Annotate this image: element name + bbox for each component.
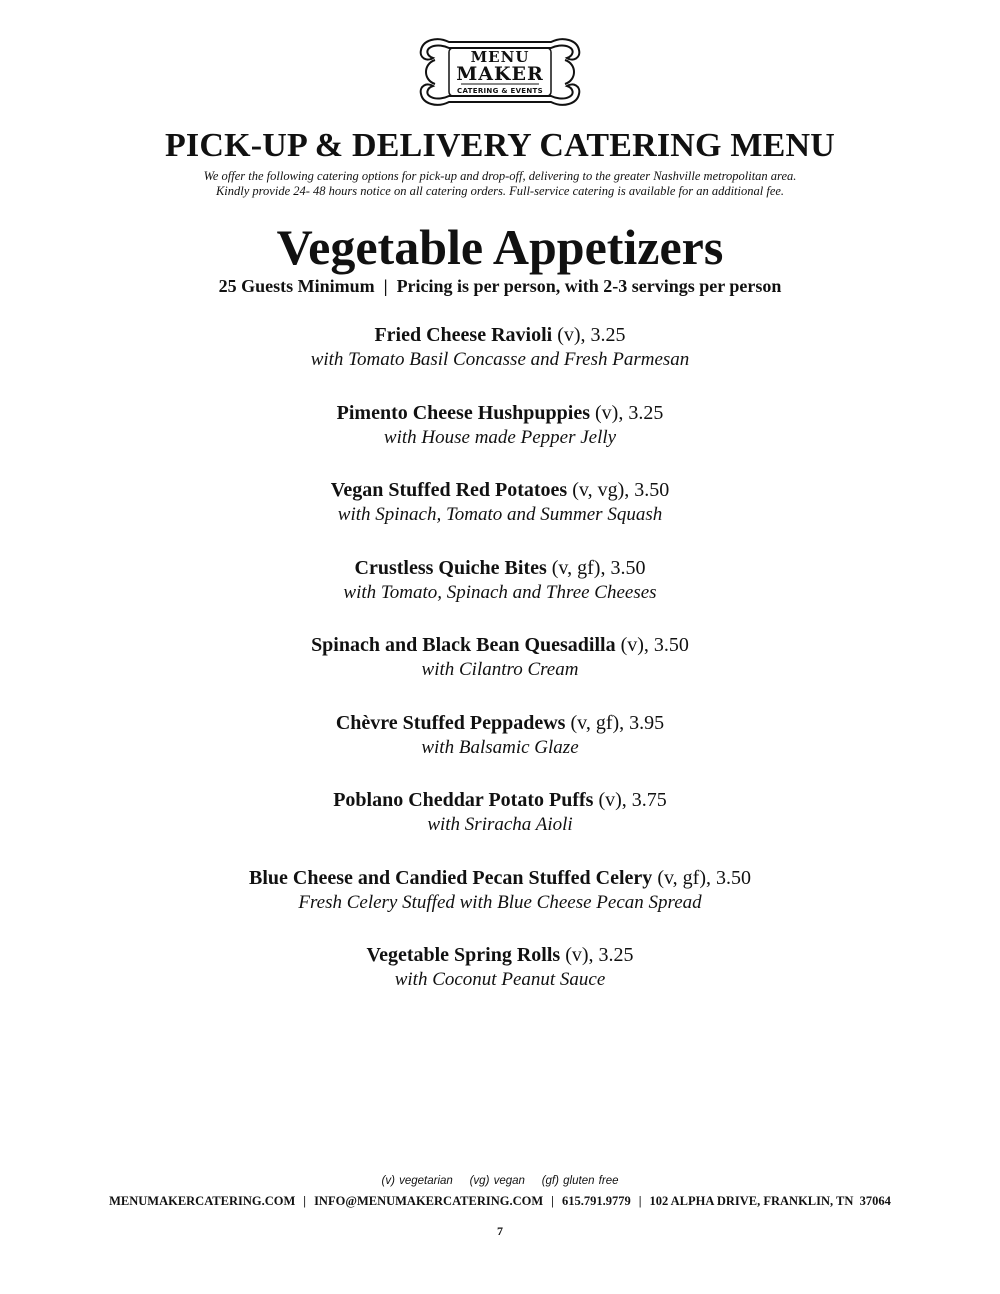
- intro-text: [0, 169, 1000, 199]
- item-tags-price: (v), 3.25: [552, 324, 626, 346]
- footer-website: MENUMAKERCATERING.COM: [109, 1194, 296, 1208]
- menu-item: [0, 942, 1000, 1020]
- section-subtitle: 25 Guests Minimum | Pricing is per person, with 2-3 servings per person: [218, 276, 782, 296]
- item-name: Crustless Quiche Bites: [354, 556, 547, 579]
- menu-item: [0, 400, 1000, 478]
- footer-address: 102 ALPHA DRIVE, FRANKLIN, TN 37064: [649, 1194, 891, 1208]
- item-description: with House made Pepper Jelly: [383, 426, 617, 448]
- item-name: Blue Cheese and Candied Pecan Stuffed Celery: [248, 866, 653, 889]
- item-name: Pimento Cheese Hushpuppies: [336, 401, 591, 424]
- dietary-legend: (v) vegetarian (vg) vegan (gf) gluten free: [381, 1175, 619, 1187]
- menu-item: [0, 477, 1000, 555]
- item-description: with Tomato, Spinach and Three Cheeses: [343, 581, 657, 603]
- section-title: Vegetable Appetizers: [276, 219, 724, 275]
- footer-phone: 615.791.9779: [561, 1194, 631, 1208]
- logo-line-3: CATERING & EVENTS: [457, 87, 543, 95]
- item-description: with Balsamic Glaze: [421, 736, 579, 758]
- footer-separator: |: [638, 1194, 642, 1208]
- item-tags-price: (v), 3.50: [615, 634, 689, 656]
- item-tags-price: (v, gf), 3.50: [652, 866, 751, 889]
- menu-item: [0, 555, 1000, 633]
- item-description: with Spinach, Tomato and Summer Squash: [337, 504, 663, 525]
- footer-separator: |: [303, 1194, 307, 1208]
- item-name: Chèvre Stuffed Peppadews: [335, 711, 566, 734]
- menu-item: [0, 322, 1000, 400]
- item-description: with Tomato Basil Concasse and Fresh Parmesan: [310, 349, 690, 370]
- item-name: Spinach and Black Bean Quesadilla: [311, 634, 616, 656]
- page-title: PICK-UP & DELIVERY CATERING MENU: [164, 127, 836, 164]
- item-description: with Cilantro Cream: [421, 659, 579, 680]
- logo-line-1: MENU: [470, 48, 530, 66]
- menu-list: [0, 322, 1000, 1020]
- contact-footer: [0, 1193, 1000, 1209]
- menu-item: [0, 710, 1000, 788]
- item-tags-price: (v), 3.25: [560, 944, 634, 966]
- page-number: 7: [497, 1224, 503, 1238]
- item-name: Vegetable Spring Rolls: [366, 944, 561, 966]
- item-tags-price: (v), 3.25: [590, 401, 664, 424]
- intro-line-1: We offer the following catering options for pick-up and drop-off, delivering to the greater Nashville metropolitan area.: [203, 169, 797, 183]
- item-description: with Sriracha Aioli: [427, 814, 573, 835]
- item-name: Fried Cheese Ravioli: [374, 324, 553, 346]
- footer-separator: |: [551, 1194, 554, 1208]
- menu-item: [0, 787, 1000, 865]
- menu-item: [0, 632, 1000, 710]
- item-tags-price: (v, vg), 3.50: [567, 479, 670, 501]
- item-tags-price: (v, gf), 3.50: [546, 556, 646, 579]
- item-tags-price: (v, gf), 3.95: [565, 711, 665, 734]
- item-description: with Coconut Peanut Sauce: [394, 969, 606, 990]
- item-name: Vegan Stuffed Red Potatoes: [330, 479, 568, 501]
- logo-line-2: MAKER: [456, 63, 544, 85]
- item-name: Poblano Cheddar Potato Puffs: [333, 789, 594, 811]
- item-description: Fresh Celery Stuffed with Blue Cheese Pecan Spread: [298, 891, 702, 913]
- menu-item: [0, 865, 1000, 943]
- footer-email: INFO@MENUMAKERCATERING.COM: [314, 1194, 544, 1208]
- menu-maker-logo: [415, 34, 585, 110]
- intro-line-2: Kindly provide 24- 48 hours notice on all catering orders. Full-service catering is available for an additional fee.: [215, 184, 785, 198]
- item-tags-price: (v), 3.75: [593, 789, 667, 811]
